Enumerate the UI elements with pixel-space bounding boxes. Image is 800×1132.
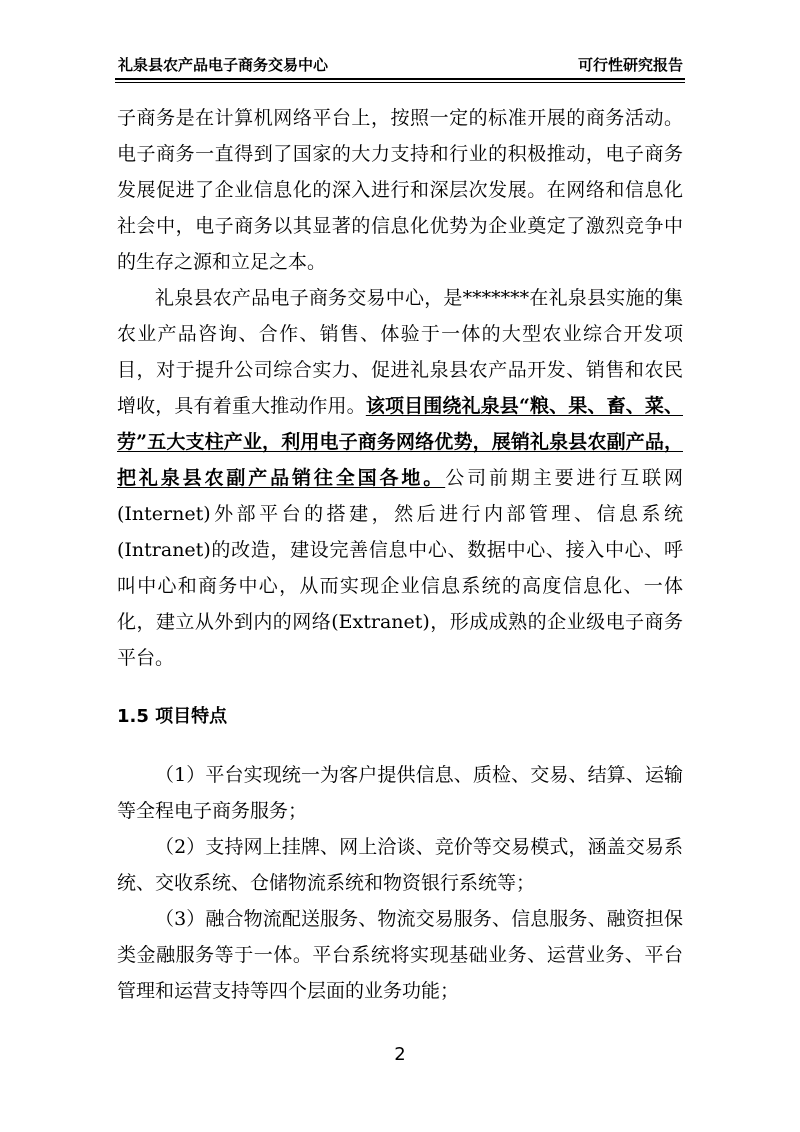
feature-item-2: （2）支持网上挂牌、网上洽谈、竞价等交易模式，涵盖交易系统、交收系统、仓储物流系统和物资银行系统等； bbox=[117, 836, 683, 894]
page-header bbox=[115, 52, 685, 78]
feature-item-3: （3）融合物流配送服务、物流交易服务、信息服务、融资担保类金融服务等于一体。平台系统将实现基础业务、运营业务、平台管理和运营支持等四个层面的业务功能； bbox=[117, 908, 683, 1002]
page-body bbox=[117, 100, 683, 1009]
paragraph-intro: 子商务是在计算机网络平台上，按照一定的标准开展的商务活动。电子商务一直得到了国家的大力支持和行业的积极推动，电子商务发展促进了企业信息化的深入进行和深层次发展。在网络和信息化社会中，电子商务以其显著的信息化优势为企业奠定了激烈竞争中的生存之源和立足之本。 bbox=[117, 107, 683, 273]
project-highlight: 该项目围绕礼泉县“粮、果、畜、菜、劳”五大支柱产业，利用电子商务网络优势，展销礼泉县农副产品，把礼泉县农副产品销往全国各地。 bbox=[117, 395, 683, 489]
feature-item-1: （1）平台实现统一为客户提供信息、质检、交易、结算、运输等全程电子商务服务； bbox=[117, 764, 683, 822]
project-description: 礼泉县农产品电子商务交易中心，是*******在礼泉县实施的集农业产品咨询、合作、销售、体验于一体的大型农业综合开发项目，对于提升公司综合实力、促进礼泉县农产品开发、销售和农民增收，具有着重大推动作用。 bbox=[117, 287, 683, 417]
project-plan: 公司前期主要进行互联网(Internet)外部平台的搭建，然后进行内部管理、信息系统(Intranet)的改造，建设完善信息中心、数据中心、接入中心、呼叫中心和商务中心，从而实现企业信息系统的高度信息化、一体化，建立从外到内的网络(Extranet)，形成成熟的企业级电子商务平台。 bbox=[117, 467, 683, 669]
header-rule-thin bbox=[115, 82, 685, 83]
header-rule-thick bbox=[115, 78, 685, 80]
page-number: 2 bbox=[394, 1044, 406, 1065]
header-title: 礼泉县农产品电子商务交易中心 bbox=[118, 56, 329, 74]
section-heading: 1.5 项目特点 bbox=[117, 706, 228, 727]
header-report-type: 可行性研究报告 bbox=[577, 56, 683, 74]
paragraph-project bbox=[117, 280, 683, 676]
